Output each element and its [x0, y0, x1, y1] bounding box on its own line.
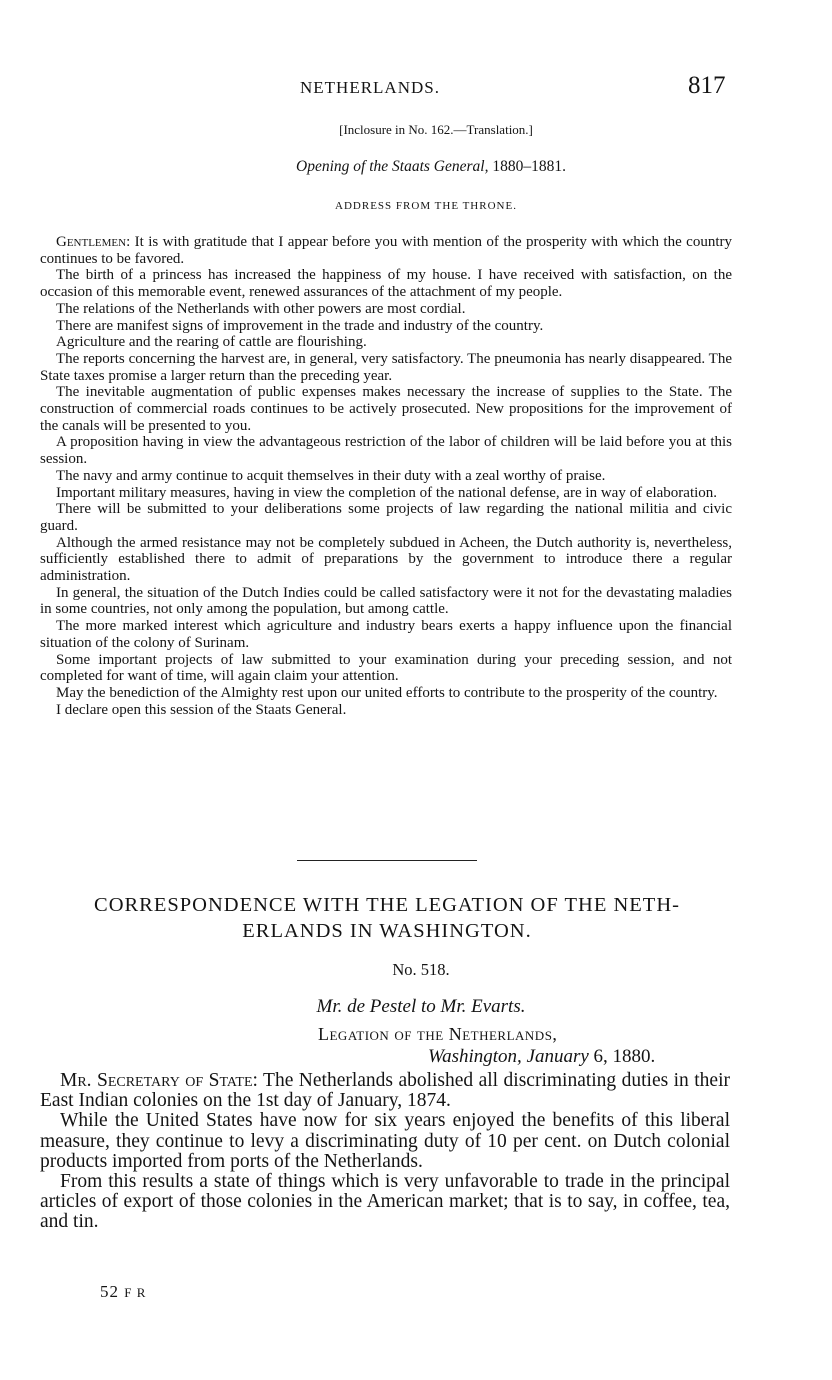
address-paragraph: May the benediction of the Almighty rest upon our united efforts to contribute to the prosperity of the country.: [56, 684, 718, 701]
correspondence-title-line1: CORRESPONDENCE WITH THE LEGATION OF THE NETH-: [94, 894, 680, 916]
address-paragraph: Although the armed resistance may not be completely subdued in Acheen, the Dutch authority is, nevertheless, sufficiently established there to admit of preparations by the government to introduce there a regular administration.: [40, 534, 732, 585]
running-head: NETHERLANDS.: [300, 78, 440, 97]
legation-text: Legation of the Netherlands,: [318, 1024, 558, 1044]
letter-paragraph: While the United States have now for six years enjoyed the benefits of this liberal measure, they continue to levy a discriminating duty of 10 per cent. on Dutch colonial products imported from ports of the Netherlands.: [40, 1110, 730, 1172]
address-body: [40, 234, 732, 718]
address-paragraph: I declare open this session of the Staats General.: [56, 701, 347, 718]
address-paragraph: The relations of the Netherlands with other powers are most cordial.: [56, 300, 466, 317]
address-paragraph: There are manifest signs of improvement in the trade and industry of the country.: [56, 317, 544, 334]
dateline: [428, 1046, 655, 1068]
letter-heading: Mr. de Pestel to Mr. Evarts.: [316, 996, 526, 1017]
address-paragraph: There will be submitted to your deliberations some projects of law regarding the national militia and civic guard.: [40, 501, 732, 534]
address-paragraph: The navy and army continue to acquit themselves in their duty with a zeal worthy of praise.: [56, 467, 606, 484]
letter-salutation: Mr. Secretary of State:: [60, 1070, 258, 1091]
address-paragraph-text: It is with gratitude that I appear before you with mention of the prosperity with which the country continues to be favored.: [40, 234, 732, 267]
letter-paragraph: From this results a state of things which is very unfavorable to trade in the principal articles of export of those colonies in the American market; that is to say, in coffee, tea, and tin.: [40, 1171, 730, 1233]
inclosure-note: [Inclosure in No. 162.—Translation.]: [339, 122, 533, 137]
letter-body: [40, 1071, 730, 1233]
letter-paragraph-text: The Netherlands abolished all discriminating duties in their East Indian colonies on the 1st day of January, 1874.: [40, 1070, 730, 1112]
subtitle-years: 1880–1881.: [488, 158, 566, 175]
address-paragraph: The more marked interest which agriculture and industry bears exerts a happy influence upon the financial situation of the colony of Surinam.: [40, 618, 732, 651]
letter-paragraph: [40, 1071, 730, 1111]
address-paragraph: The inevitable augmentation of public expenses makes necessary the increase of supplies to the State. The construction of commercial roads continues to be actively prosecuted. New propositions for the improvement of the canals will be presented to you.: [40, 384, 732, 434]
correspondence-title-line2: ERLANDS IN WASHINGTON.: [242, 920, 532, 942]
dateline-rest: 6, 1880.: [588, 1046, 656, 1067]
address-paragraph: The birth of a princess has increased the happiness of my house. I have received with satisfaction, on the occasion of this memorable event, renewed assurances of the attachment of my people.: [40, 267, 732, 301]
subtitle-italic: Opening of the Staats General,: [296, 158, 489, 175]
correspondence-title: [36, 892, 738, 944]
section-divider: [297, 860, 477, 861]
address-heading: ADDRESS FROM THE THRONE.: [335, 200, 517, 212]
address-paragraph: [40, 234, 732, 267]
address-salutation: Gentlemen:: [56, 234, 131, 250]
legation-line: [318, 1024, 557, 1045]
address-paragraph: A proposition having in view the advantageous restriction of the labor of children will be laid before you at this session.: [40, 434, 732, 468]
inclosure-subtitle: [0, 158, 832, 176]
signature-number: 52: [100, 1282, 119, 1301]
address-paragraph: The reports concerning the harvest are, in general, very satisfactory. The pneumonia has nearly disappeared. The State taxes promise a larger return than the preceding year.: [40, 350, 732, 384]
address-paragraph: Agriculture and the rearing of cattle are flourishing.: [56, 334, 367, 351]
signature-mark: [100, 1282, 146, 1302]
address-paragraph: Important military measures, having in view the completion of the national defense, are in way of elaboration.: [56, 484, 718, 501]
document-number: No. 518.: [392, 960, 450, 979]
signature-letters: F R: [124, 1285, 147, 1300]
address-paragraph: In general, the situation of the Dutch Indies could be called satisfactory were it not for the devastating maladies in some countries, not only among the population, but among cattle.: [40, 584, 732, 618]
address-paragraph: Some important projects of law submitted to your examination during your preceding session, and not completed for want of time, will again claim your attention.: [40, 651, 732, 685]
dateline-place: Washington, January: [428, 1046, 589, 1067]
page-number: 817: [688, 72, 726, 99]
